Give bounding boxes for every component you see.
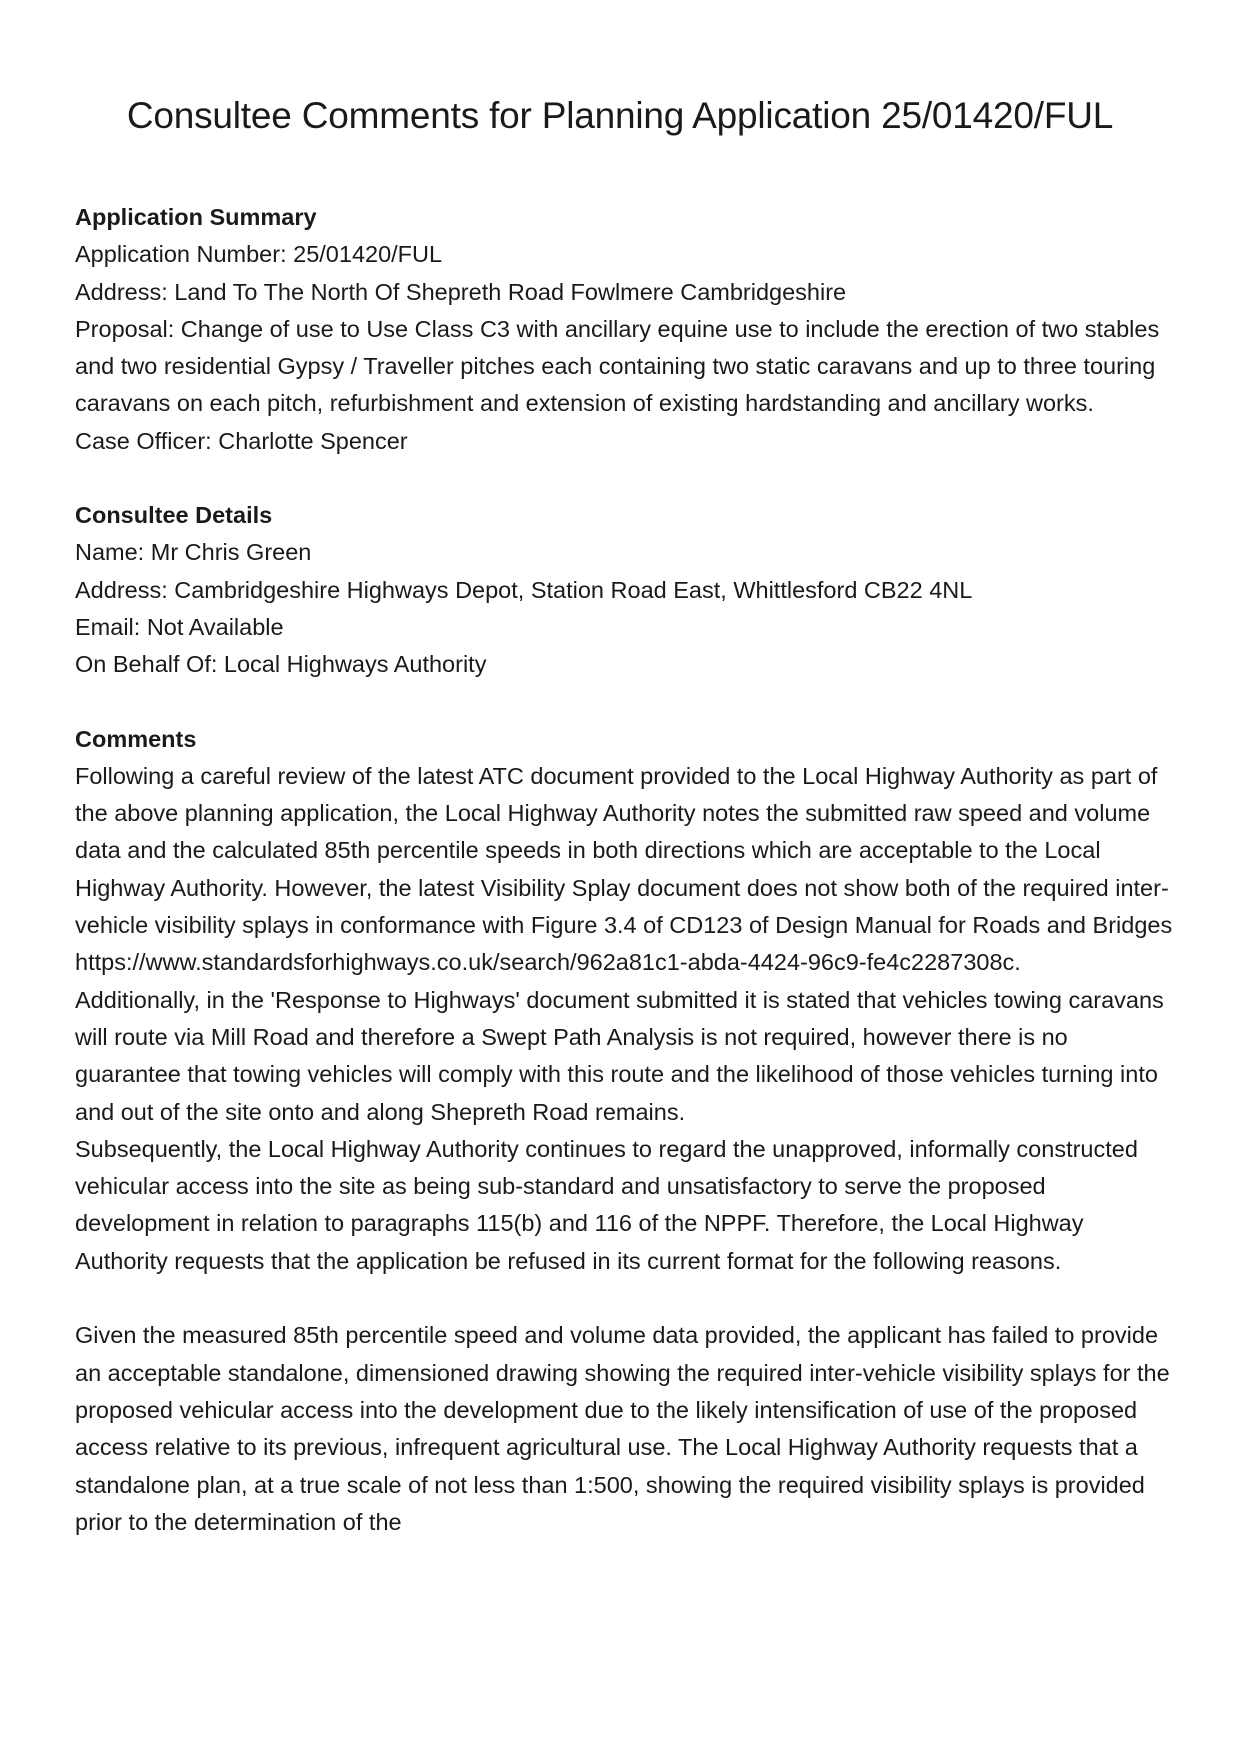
application-summary-section <box>75 199 1175 460</box>
comment-paragraph: Subsequently, the Local Highway Authority continues to regard the unapproved, informally constructed vehicular access into the site as being sub-standard and unsatisfactory to serve the proposed development in relation to paragraphs 115(b) and 116 of the NPPF. Therefore, the Local Highway Authority requests that the application be refused in its current format for the following reasons. <box>75 1135 1138 1274</box>
comments-section <box>75 721 1175 1542</box>
comment-paragraph: Following a careful review of the latest ATC document provided to the Local Highway Authority as part of the above planning application, the Local Highway Authority notes the submitted raw speed and volume data and the calculated 85th percentile speeds in both directions which are acceptable to the Local Highway Authority. However, the latest Visibility Splay document does not show both of the required inter-vehicle visibility splays in conformance with Figure 3.4 of CD123 of Design Manual for Roads and Bridges https://www.standardsforhighways.co.uk/search/962a81c1-abda-4424-96c9-fe4c2287308c. <box>75 762 1173 976</box>
application-number: Application Number: 25/01420/FUL <box>75 241 443 268</box>
consultee-details-section <box>75 497 1175 683</box>
consultee-name: Name: Mr Chris Green <box>75 539 312 566</box>
reason-paragraph: Given the measured 85th percentile speed and volume data provided, the applicant has failed to provide an acceptable standalone, dimensioned drawing showing the required inter-vehicle visibility splays for the proposed vehicular access into the development due to the likely intensification of use of the proposed access relative to its previous, infrequent agricultural use. The Local Highway Authority requests that a standalone plan, at a true scale of not less than 1:500, showing the required visibility splays is provided prior to the determination of the <box>75 1322 1170 1535</box>
page-title: Consultee Comments for Planning Application 25/01420/FUL <box>126 95 1114 136</box>
consultee-on-behalf-of: On Behalf Of: Local Highways Authority <box>75 651 487 678</box>
document-body <box>75 199 1175 1578</box>
application-proposal: Proposal: Change of use to Use Class C3 with ancillary equine use to include the erection of two stables and two residential Gypsy / Traveller pitches each containing two static caravans and up to three touring caravans on each pitch, refurbishment and extension of existing hardstanding and ancillary works. <box>75 315 1160 417</box>
application-address: Address: Land To The North Of Shepreth Road Fowlmere Cambridgeshire <box>75 278 847 305</box>
consultee-email: Email: Not Available <box>75 613 284 640</box>
case-officer: Case Officer: Charlotte Spencer <box>75 427 408 454</box>
paragraph-spacer <box>75 1280 1175 1317</box>
comment-paragraph: Additionally, in the 'Response to Highways' document submitted it is stated that vehicles towing caravans will route via Mill Road and therefore a Swept Path Analysis is not required, however there is no guarantee that towing vehicles will comply with this route and the likelihood of those vehicles turning into and out of the site onto and along Shepreth Road remains. <box>75 986 1164 1125</box>
consultee-details-heading: Consultee Details <box>75 502 273 529</box>
comments-heading: Comments <box>75 725 197 752</box>
consultee-address: Address: Cambridgeshire Highways Depot, Station Road East, Whittlesford CB22 4NL <box>75 576 973 603</box>
application-summary-heading: Application Summary <box>75 204 317 230</box>
